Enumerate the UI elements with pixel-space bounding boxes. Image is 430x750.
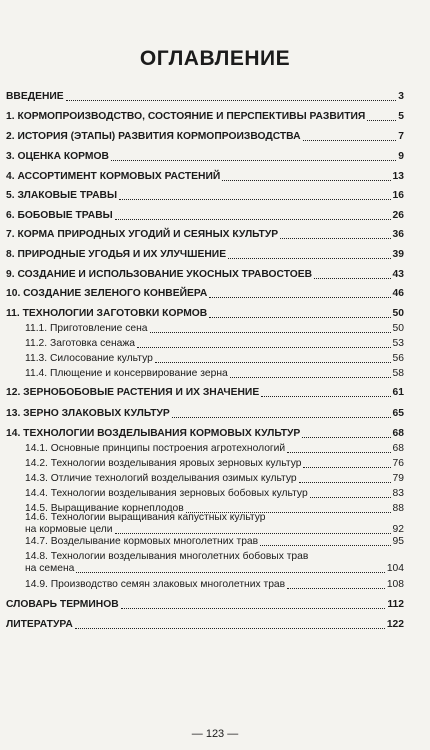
- toc-entry-11-1[interactable]: 11.1. Приготовление сена 50: [25, 323, 404, 334]
- toc-entry-14-6[interactable]: 14.6. Технологии выращивания капустных культур на кормовые цели 92: [25, 512, 404, 535]
- page-number: — 123 —: [191, 728, 239, 740]
- toc-entry-4[interactable]: 4. АССОРТИМЕНТ КОРМОВЫХ РАСТЕНИЙ 13: [6, 171, 404, 182]
- toc-entry-literature[interactable]: ЛИТЕРАТУРА 122: [6, 619, 404, 630]
- toc-entry-1[interactable]: 1. КОРМОПРОИЗВОДСТВО, СОСТОЯНИЕ И ПЕРСПЕКТИВЫ РАЗВИТИЯ 5: [6, 111, 404, 122]
- toc-entry-14-5[interactable]: 14.5. Выращивание корнеплодов 88: [25, 503, 404, 514]
- toc-entry-8[interactable]: 8. ПРИРОДНЫЕ УГОДЬЯ И ИХ УЛУЧШЕНИЕ 39: [6, 249, 404, 260]
- toc-entry-11[interactable]: 11. ТЕХНОЛОГИИ ЗАГОТОВКИ КОРМОВ 50: [6, 308, 404, 319]
- toc-entry-11-2[interactable]: 11.2. Заготовка сенажа 53: [25, 338, 404, 349]
- toc-entry-14-9[interactable]: 14.9. Производство семян злаковых многолетних трав 108: [25, 579, 404, 590]
- toc-entry-9[interactable]: 9. СОЗДАНИЕ И ИСПОЛЬЗОВАНИЕ УКОСНЫХ ТРАВОСТОЕВ 43: [6, 269, 404, 280]
- toc-entry-5[interactable]: 5. ЗЛАКОВЫЕ ТРАВЫ 16: [6, 190, 404, 201]
- toc-entry-14[interactable]: 14. ТЕХНОЛОГИИ ВОЗДЕЛЫВАНИЯ КОРМОВЫХ КУЛЬТУР 68: [6, 428, 404, 439]
- toc-entry-14-8[interactable]: 14.8. Технологии возделывания многолетних бобовых трав на семена 104: [25, 551, 404, 574]
- toc-entry-12[interactable]: 12. ЗЕРНОБОБОВЫЕ РАСТЕНИЯ И ИХ ЗНАЧЕНИЕ 61: [6, 387, 404, 398]
- toc-entry-13[interactable]: 13. ЗЕРНО ЗЛАКОВЫХ КУЛЬТУР 65: [6, 408, 404, 419]
- toc-entry-14-3[interactable]: 14.3. Отличие технологий возделывания озимых культур 79: [25, 473, 404, 484]
- toc-entry-10[interactable]: 10. СОЗДАНИЕ ЗЕЛЕНОГО КОНВЕЙЕРА 46: [6, 288, 404, 299]
- toc-entry-7[interactable]: 7. КОРМА ПРИРОДНЫХ УГОДИЙ И СЕЯНЫХ КУЛЬТУР 36: [6, 229, 404, 240]
- toc-entry-3[interactable]: 3. ОЦЕНКА КОРМОВ 9: [6, 151, 404, 162]
- page-title: ОГЛАВЛЕНИЕ: [139, 47, 291, 70]
- toc-entry-glossary[interactable]: СЛОВАРЬ ТЕРМИНОВ 112: [6, 599, 404, 610]
- toc-entry-introduction[interactable]: ВВЕДЕНИЕ 3: [6, 91, 404, 102]
- toc-entry-11-4[interactable]: 11.4. Плющение и консервирование зерна 58: [25, 368, 404, 379]
- toc-entry-2[interactable]: 2. ИСТОРИЯ (ЭТАПЫ) РАЗВИТИЯ КОРМОПРОИЗВОДСТВА 7: [6, 131, 404, 142]
- toc-entry-11-3[interactable]: 11.3. Силосование культур 56: [25, 353, 404, 364]
- toc-entry-14-7[interactable]: 14.7. Возделывание кормовых многолетних трав 95: [25, 536, 404, 547]
- toc-entry-14-2[interactable]: 14.2. Технологии возделывания яровых зерновых культур 76: [25, 458, 404, 469]
- toc-entry-14-4[interactable]: 14.4. Технологии возделывания зерновых бобовых культур 83: [25, 488, 404, 499]
- toc-entry-6[interactable]: 6. БОБОВЫЕ ТРАВЫ 26: [6, 210, 404, 221]
- toc-entry-14-1[interactable]: 14.1. Основные принципы построения агротехнологий 68: [25, 443, 404, 454]
